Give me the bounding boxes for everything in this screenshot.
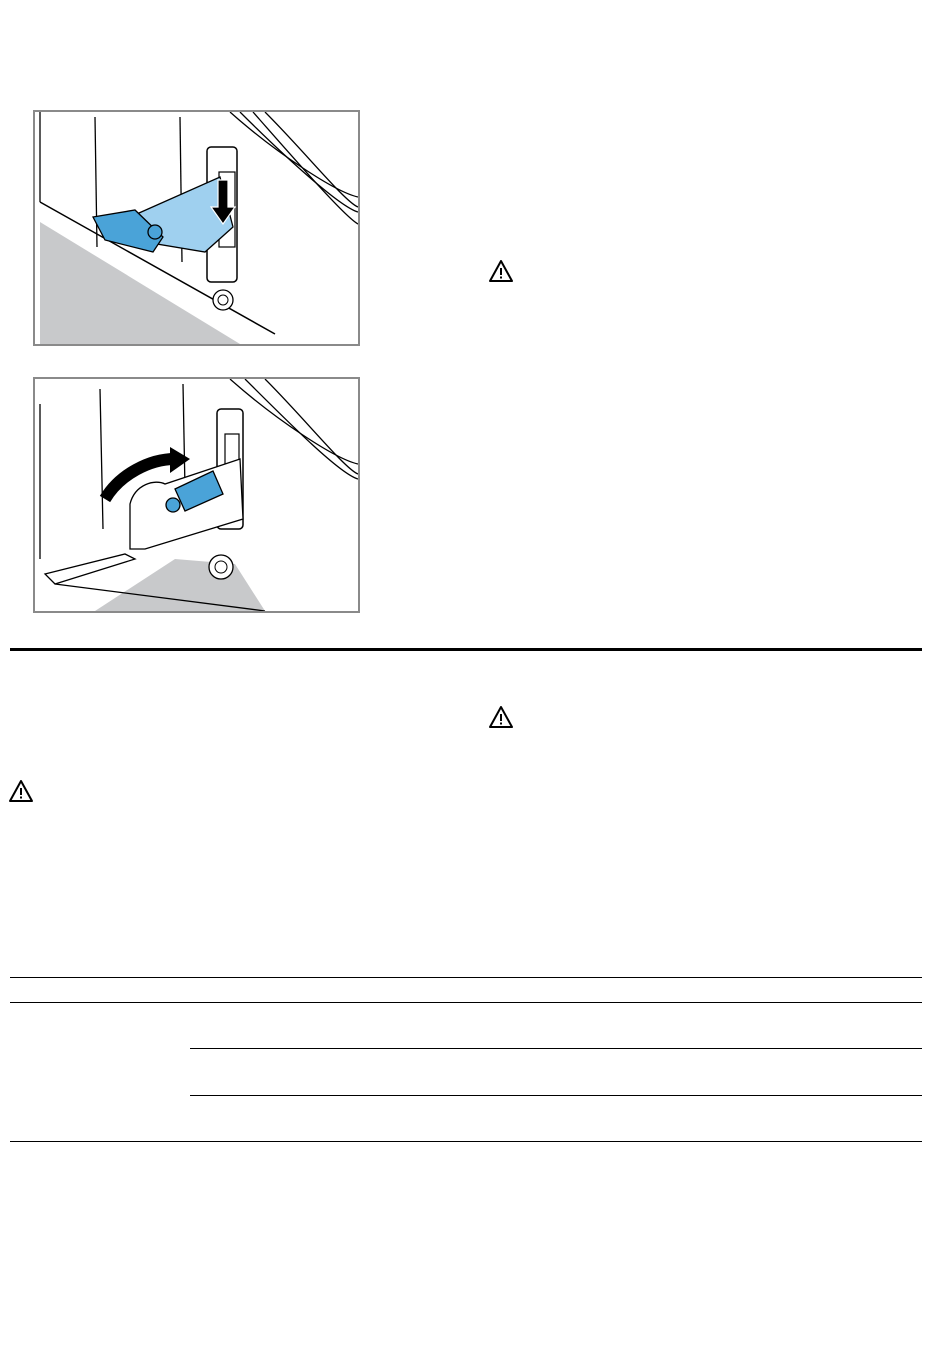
table-row-rule bbox=[190, 1048, 922, 1049]
warning-icon bbox=[488, 259, 514, 283]
figure-lever-rotate-up bbox=[33, 377, 360, 613]
table-top-rule bbox=[10, 977, 922, 978]
section-divider bbox=[10, 648, 922, 651]
illustration bbox=[35, 379, 358, 611]
warning-icon bbox=[488, 705, 514, 729]
warning-icon bbox=[8, 779, 34, 803]
table-header-rule bbox=[10, 1002, 922, 1003]
illustration bbox=[35, 112, 358, 344]
table-row-rule bbox=[190, 1095, 922, 1096]
table-bottom-rule bbox=[10, 1141, 922, 1142]
figure-lever-press-down bbox=[33, 110, 360, 346]
